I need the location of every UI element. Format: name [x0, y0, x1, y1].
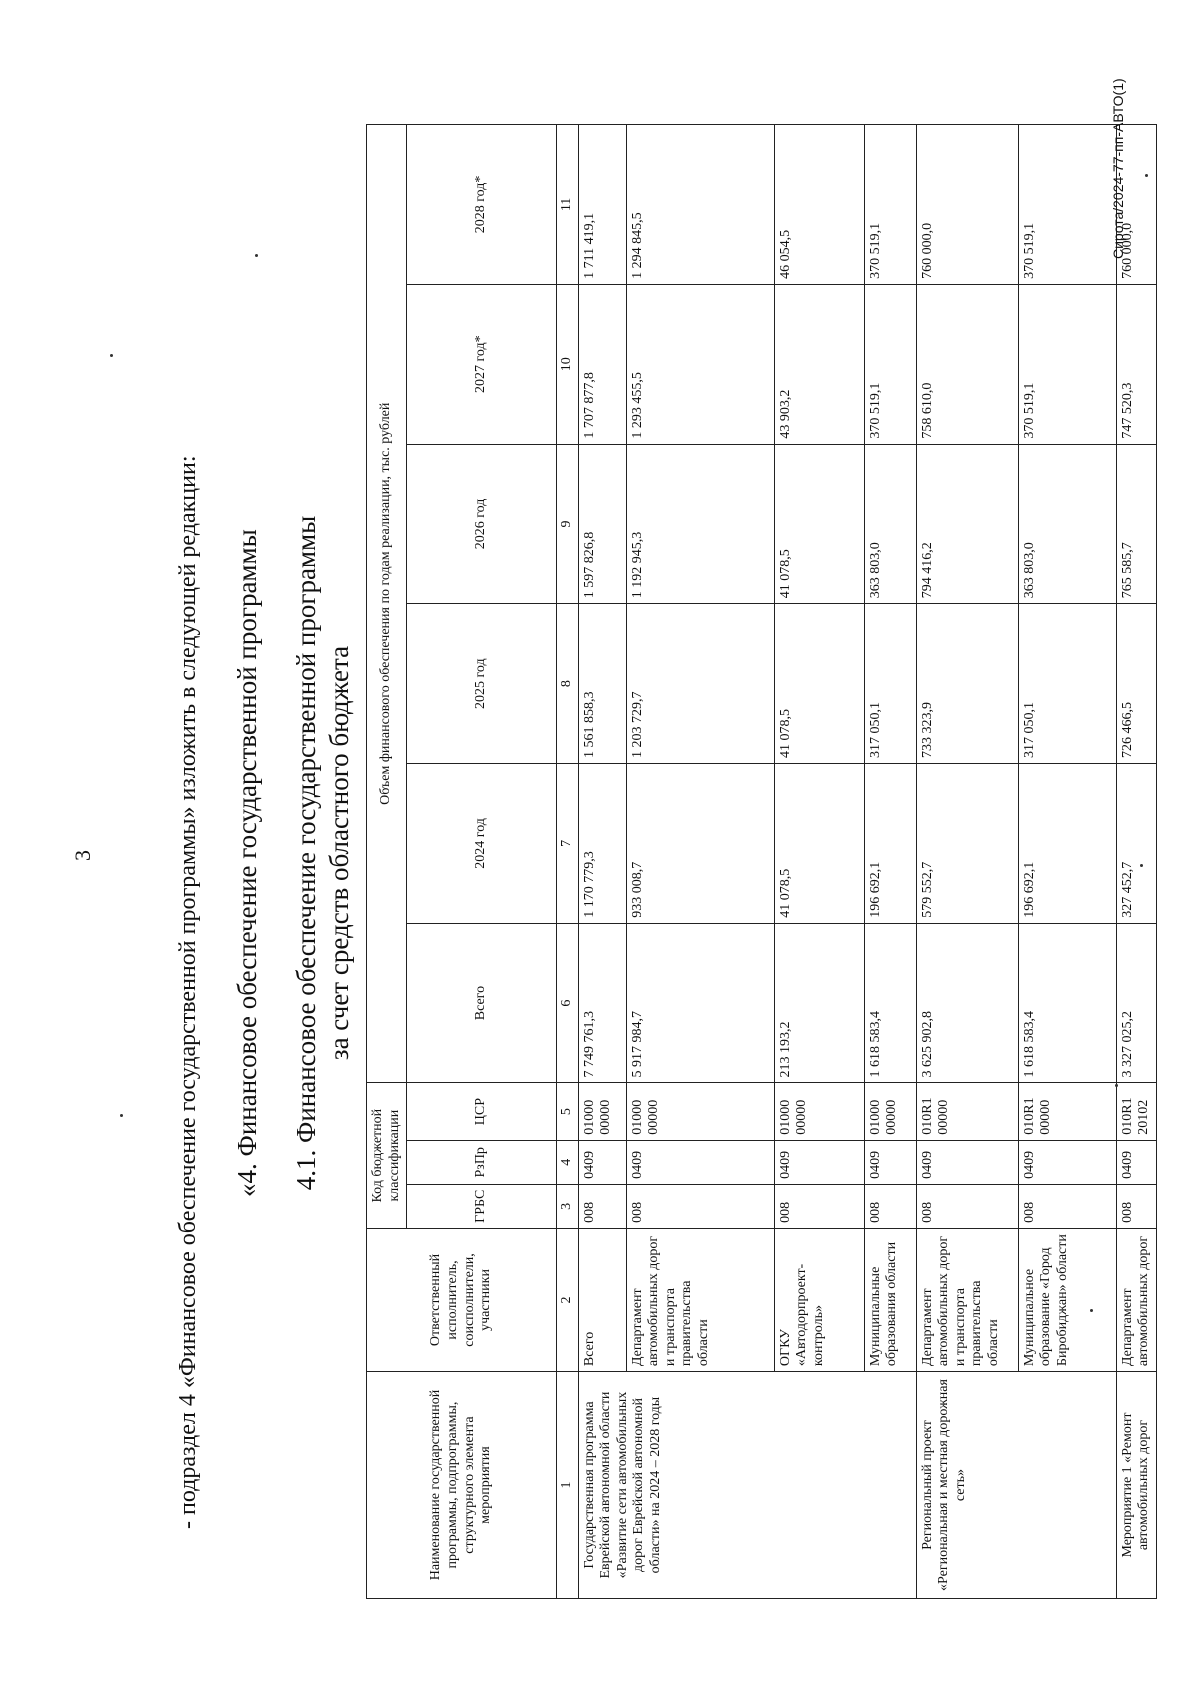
scan-speck	[1145, 174, 1148, 177]
scan-speck	[1090, 1309, 1093, 1312]
year-2027-cell: 758 610,0	[916, 284, 1018, 444]
project-name-cell: Региональный проект «Региональная и местная дорожная сеть»	[916, 1372, 1116, 1599]
csr-cell: 010R1 20102	[1116, 1083, 1156, 1140]
year-2025-cell: 41 078,5	[774, 604, 864, 764]
csr-cell: 01000 00000	[774, 1083, 864, 1140]
header-csr: ЦСР	[407, 1083, 557, 1140]
year-2025-cell: 1 561 858,3	[578, 604, 626, 764]
rzpr-cell: 0409	[578, 1140, 626, 1184]
total-cell: 5 917 984,7	[626, 923, 774, 1083]
year-2027-cell: 747 520,3	[1116, 284, 1156, 444]
header-2026: 2026 год	[407, 444, 557, 604]
year-2028-cell: 760 000,0	[916, 125, 1018, 285]
section-title: «4. Финансовое обеспечение государственной программы	[232, 529, 262, 1197]
column-index: 2	[557, 1228, 579, 1371]
column-index: 5	[557, 1083, 579, 1140]
subsection-title-line2: за счет средств областного бюджета	[323, 645, 354, 1061]
year-2024-cell: 1 170 779,3	[578, 764, 626, 924]
rzpr-cell: 0409	[1116, 1140, 1156, 1184]
header-2028: 2028 год*	[407, 125, 557, 285]
executor-cell: ОГКУ «Автодорпроект-контроль»	[774, 1228, 864, 1371]
csr-cell: 01000 00000	[864, 1083, 916, 1140]
header-executor: Ответственный исполнитель, соисполнители, участники	[367, 1228, 557, 1371]
header-volume: Объем финансового обеспечения по годам реализации, тыс. рублей	[367, 125, 407, 1083]
total-cell: 3 625 902,8	[916, 923, 1018, 1083]
year-2028-cell: 370 519,1	[1018, 125, 1116, 285]
column-index: 6	[557, 923, 579, 1083]
scan-speck	[255, 254, 258, 257]
csr-cell: 01000 00000	[578, 1083, 626, 1140]
grbs-cell: 008	[916, 1184, 1018, 1228]
year-2025-cell: 317 050,1	[864, 604, 916, 764]
year-2026-cell: 765 585,7	[1116, 444, 1156, 604]
header-name: Наименование государственной программы, подпрограммы, структурного элемента мероприятия	[367, 1372, 557, 1599]
rzpr-cell: 0409	[864, 1140, 916, 1184]
year-2028-cell: 46 054,5	[774, 125, 864, 285]
year-2024-cell: 41 078,5	[774, 764, 864, 924]
rzpr-cell: 0409	[1018, 1140, 1116, 1184]
year-2026-cell: 794 416,2	[916, 444, 1018, 604]
executor-cell: Всего	[578, 1228, 626, 1371]
measure-name-cell: Мероприятие 1 «Ремонт автомобильных дорог	[1116, 1372, 1156, 1599]
total-cell: 213 193,2	[774, 923, 864, 1083]
financing-table	[366, 124, 1157, 1599]
total-cell: 1 618 583,4	[864, 923, 916, 1083]
year-2025-cell: 1 203 729,7	[626, 604, 774, 764]
rzpr-cell: 0409	[774, 1140, 864, 1184]
header-2024: 2024 год	[407, 764, 557, 924]
subsection-title	[290, 473, 356, 1233]
page-number: 3	[70, 850, 95, 861]
subsection-title-line1: 4.1. Финансовое обеспечение государственной программы	[291, 515, 321, 1191]
rzpr-cell: 0409	[916, 1140, 1018, 1184]
year-2028-cell: 1 294 845,5	[626, 125, 774, 285]
table-row	[578, 125, 626, 1599]
total-cell: 3 327 025,2	[1116, 923, 1156, 1083]
program-name-cell: Государственная программа Еврейской автономной области «Развитие сети автомобильных дорог Еврейской автономной области» на 2024 – 2028 годы	[578, 1372, 916, 1599]
total-cell: 7 749 761,3	[578, 923, 626, 1083]
executor-cell: Муниципальные образования области	[864, 1228, 916, 1371]
year-2024-cell: 933 008,7	[626, 764, 774, 924]
year-2028-cell: 1 711 419,1	[578, 125, 626, 285]
header-grbs: ГРБС	[407, 1184, 557, 1228]
column-index: 7	[557, 764, 579, 924]
table-row	[1116, 125, 1156, 1599]
scan-speck	[1140, 864, 1143, 867]
year-2027-cell: 1 707 877,8	[578, 284, 626, 444]
year-2028-cell: 370 519,1	[864, 125, 916, 285]
year-2026-cell: 363 803,0	[864, 444, 916, 604]
header-2025: 2025 год	[407, 604, 557, 764]
csr-cell: 010R1 00000	[1018, 1083, 1116, 1140]
grbs-cell: 008	[578, 1184, 626, 1228]
column-index: 8	[557, 604, 579, 764]
table-row	[916, 125, 1018, 1599]
column-index-row	[557, 125, 579, 1599]
grbs-cell: 008	[774, 1184, 864, 1228]
column-index: 10	[557, 284, 579, 444]
header-budget-code: Код бюджетной классификации	[367, 1083, 407, 1228]
header-2027: 2027 год*	[407, 284, 557, 444]
csr-cell: 010R1 00000	[916, 1083, 1018, 1140]
year-2025-cell: 726 466,5	[1116, 604, 1156, 764]
grbs-cell: 008	[1018, 1184, 1116, 1228]
header-total: Всего	[407, 923, 557, 1083]
grbs-cell: 008	[626, 1184, 774, 1228]
executor-cell: Департамент автомобильных дорог	[1116, 1228, 1156, 1371]
year-2026-cell: 41 078,5	[774, 444, 864, 604]
total-cell: 1 618 583,4	[1018, 923, 1116, 1083]
executor-cell: Департамент автомобильных дорог и транспорта правительства области	[626, 1228, 774, 1371]
year-2027-cell: 370 519,1	[1018, 284, 1116, 444]
column-index: 9	[557, 444, 579, 604]
year-2024-cell: 327 452,7	[1116, 764, 1156, 924]
year-2026-cell: 363 803,0	[1018, 444, 1116, 604]
executor-cell: Муниципальное образование «Город Биробиджан» области	[1018, 1228, 1116, 1371]
year-2026-cell: 1 597 826,8	[578, 444, 626, 604]
column-index: 1	[557, 1372, 579, 1599]
year-2027-cell: 370 519,1	[864, 284, 916, 444]
executor-cell: Департамент автомобильных дорог и транспорта правительства области	[916, 1228, 1018, 1371]
year-2025-cell: 733 323,9	[916, 604, 1018, 764]
column-index: 3	[557, 1184, 579, 1228]
year-2027-cell: 1 293 455,5	[626, 284, 774, 444]
year-2025-cell: 317 050,1	[1018, 604, 1116, 764]
header-rzpr: РзПр	[407, 1140, 557, 1184]
column-index: 4	[557, 1140, 579, 1184]
year-2028-cell: 760 000,0	[1116, 125, 1156, 285]
rzpr-cell: 0409	[626, 1140, 774, 1184]
intro-paragraph: - подраздел 4 «Финансовое обеспечение государственной программы» изложить в следующей редакции:	[175, 455, 201, 1529]
year-2024-cell: 196 692,1	[1018, 764, 1116, 924]
year-2026-cell: 1 192 945,3	[626, 444, 774, 604]
scan-speck	[1115, 1084, 1118, 1087]
year-2024-cell: 579 552,7	[916, 764, 1018, 924]
document-code: Сирота/2024-77-пп-АВТО(1)	[1110, 78, 1126, 259]
scan-speck	[120, 1114, 123, 1117]
year-2024-cell: 196 692,1	[864, 764, 916, 924]
scan-speck	[110, 354, 113, 357]
csr-cell: 01000 00000	[626, 1083, 774, 1140]
grbs-cell: 008	[1116, 1184, 1156, 1228]
year-2027-cell: 43 903,2	[774, 284, 864, 444]
column-index: 11	[557, 125, 579, 285]
grbs-cell: 008	[864, 1184, 916, 1228]
